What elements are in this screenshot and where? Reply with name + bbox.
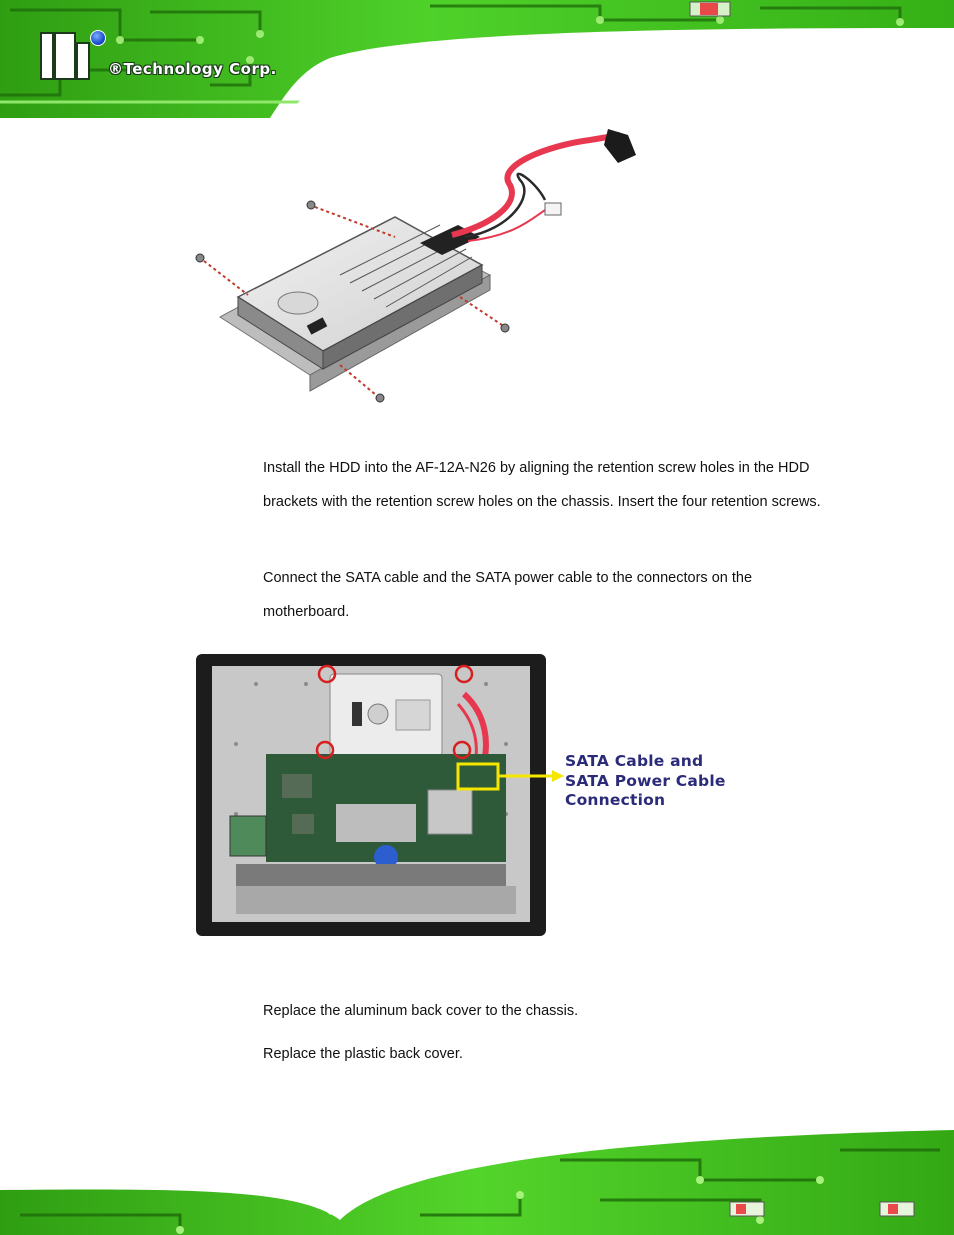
circuit-board-footer-graphic xyxy=(0,1120,954,1235)
replace-plastic-cover-instruction: Replace the plastic back cover. xyxy=(263,1046,463,1062)
connect-sata-instruction: Connect the SATA cable and the SATA power cable to the connectors on the motherboard. xyxy=(263,570,753,620)
sata-connection-callout xyxy=(565,752,726,811)
chassis-motherboard-figure xyxy=(196,654,546,936)
callout-arrow xyxy=(498,768,564,790)
logo-text: ®Technology Corp. xyxy=(108,60,277,78)
hdd-bracket-figure xyxy=(190,125,650,415)
callout-line-3: Connection xyxy=(565,791,666,809)
install-hdd-instruction: Install the HDD into the AF-12A-N26 by aligning the retention screw holes in the HDD brackets with the retention screw holes on the chassis. Insert the four retention screws. xyxy=(263,460,821,510)
callout-line-2: SATA Power Cable xyxy=(565,771,726,790)
iei-logo-mark xyxy=(38,32,102,80)
logo-blue-dot xyxy=(90,30,106,46)
company-logo xyxy=(38,28,277,80)
replace-aluminum-cover-instruction: Replace the aluminum back cover to the chassis. xyxy=(263,1003,579,1019)
callout-line-1: SATA Cable and xyxy=(565,752,704,770)
header-banner xyxy=(0,0,954,118)
footer-banner xyxy=(0,1120,954,1235)
